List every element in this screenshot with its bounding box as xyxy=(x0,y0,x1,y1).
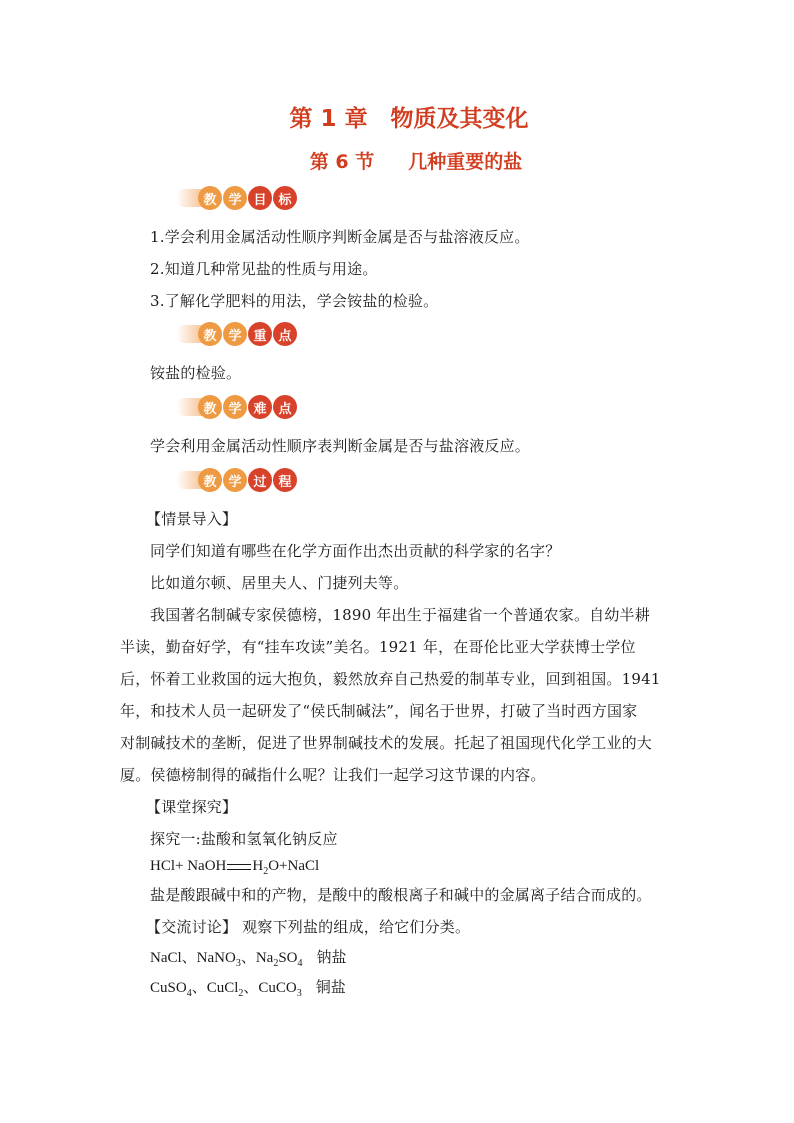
formula-text: NaCl、NaNO xyxy=(150,950,236,966)
badge-char: 教 xyxy=(198,322,222,346)
badge-char: 学 xyxy=(223,186,247,210)
chemical-equation xyxy=(150,858,319,877)
badge-char: 重 xyxy=(248,322,272,346)
equation-product-h: H xyxy=(252,858,264,874)
formula-subscript: 2 xyxy=(238,988,244,999)
sodium-salts-line xyxy=(150,946,347,969)
formula-text: 、CuCl xyxy=(191,980,239,996)
copper-salts-line xyxy=(150,976,346,999)
badge-char: 学 xyxy=(223,468,247,492)
badge-char: 目 xyxy=(248,186,272,210)
objective-item: 3.了解化学肥料的用法，学会铵盐的检验。 xyxy=(150,292,439,310)
discussion-label: 【交流讨论】 xyxy=(146,918,238,936)
section-name: 几种重要的盐 xyxy=(408,151,523,173)
equation-subscript: 2 xyxy=(263,866,269,877)
formula-text: 、Na xyxy=(240,950,274,966)
equation-double-line xyxy=(227,864,251,870)
discussion-line xyxy=(146,916,470,937)
badge-char: 标 xyxy=(273,186,297,210)
formula-subscript: 4 xyxy=(186,988,192,999)
objective-item: 2.知道几种常见盐的性质与用途。 xyxy=(150,260,378,278)
copper-salts-label: 铜盐 xyxy=(315,980,346,996)
difficulty-text: 学会利用金属活动性顺序表判断金属是否与盐溶液反应。 xyxy=(150,437,531,455)
badge-char: 学 xyxy=(223,322,247,346)
badge-difficulties xyxy=(176,394,298,420)
formula-text: SO xyxy=(278,950,298,966)
story-line: 后，怀着工业救国的远大抱负，毅然放弃自己热爱的制革专业，回到祖国。1941 xyxy=(120,670,661,688)
formula-text: CuSO xyxy=(150,980,187,996)
salt-definition: 盐是酸跟碱中和的产物，是酸中的酸根离子和碱中的金属离子结合而成的。 xyxy=(150,886,652,904)
formula-subscript: 3 xyxy=(296,988,302,999)
story-line: 年，和技术人员一起研发了“侯氏制碱法”，闻名于世界，打破了当时西方国家 xyxy=(120,702,638,720)
intro-answer: 比如道尔顿、居里夫人、门捷列夫等。 xyxy=(150,574,409,592)
formula-subscript: 2 xyxy=(273,958,279,969)
section-number: 第 6 节 xyxy=(309,151,375,173)
story-line: 厦。侯德榜制得的碱指什么呢？让我们一起学习这节课的内容。 xyxy=(120,766,546,784)
formula-subscript: 3 xyxy=(235,958,241,969)
badge-char: 教 xyxy=(198,186,222,210)
explore-heading: 【课堂探究】 xyxy=(146,798,238,816)
story-line: 我国著名制碱专家侯德榜，1890 年出生于福建省一个普通农家。自幼半耕 xyxy=(150,606,650,624)
explore-item: 探究一:盐酸和氢氧化钠反应 xyxy=(150,830,338,848)
chapter-title: 第 1 章 物质及其变化 xyxy=(289,106,529,132)
badge-key-points xyxy=(176,321,298,347)
sodium-salts-label: 钠盐 xyxy=(316,950,347,966)
formula-text: 、CuCO xyxy=(243,980,297,996)
badge-char: 教 xyxy=(198,468,222,492)
equation-reactants: HCl+ NaOH xyxy=(150,858,227,874)
story-line: 对制碱技术的垄断，促进了世界制碱技术的发展。托起了祖国现代化学工业的大 xyxy=(120,734,653,752)
badge-char: 教 xyxy=(198,395,222,419)
section-title xyxy=(0,147,794,174)
equation-product-rest: O+NaCl xyxy=(268,858,320,874)
story-line: 半读，勤奋好学，有“挂车攻读”美名。1921 年，在哥伦比亚大学获博士学位 xyxy=(120,638,636,656)
badge-char: 学 xyxy=(223,395,247,419)
discussion-text: 观察下列盐的组成，给它们分类。 xyxy=(242,918,471,936)
intro-heading: 【情景导入】 xyxy=(146,510,238,528)
key-point-text: 铵盐的检验。 xyxy=(150,364,242,382)
objective-item: 1.学会利用金属活动性顺序判断金属是否与盐溶液反应。 xyxy=(150,228,530,246)
badge-char: 点 xyxy=(273,395,297,419)
badge-teaching-objectives xyxy=(176,185,298,211)
badge-char: 程 xyxy=(273,468,297,492)
badge-char: 过 xyxy=(248,468,272,492)
intro-question: 同学们知道有哪些在化学方面作出杰出贡献的科学家的名字？ xyxy=(150,542,561,560)
badge-char: 点 xyxy=(273,322,297,346)
badge-teaching-process xyxy=(176,467,298,493)
badge-char: 难 xyxy=(248,395,272,419)
formula-subscript: 4 xyxy=(297,958,303,969)
